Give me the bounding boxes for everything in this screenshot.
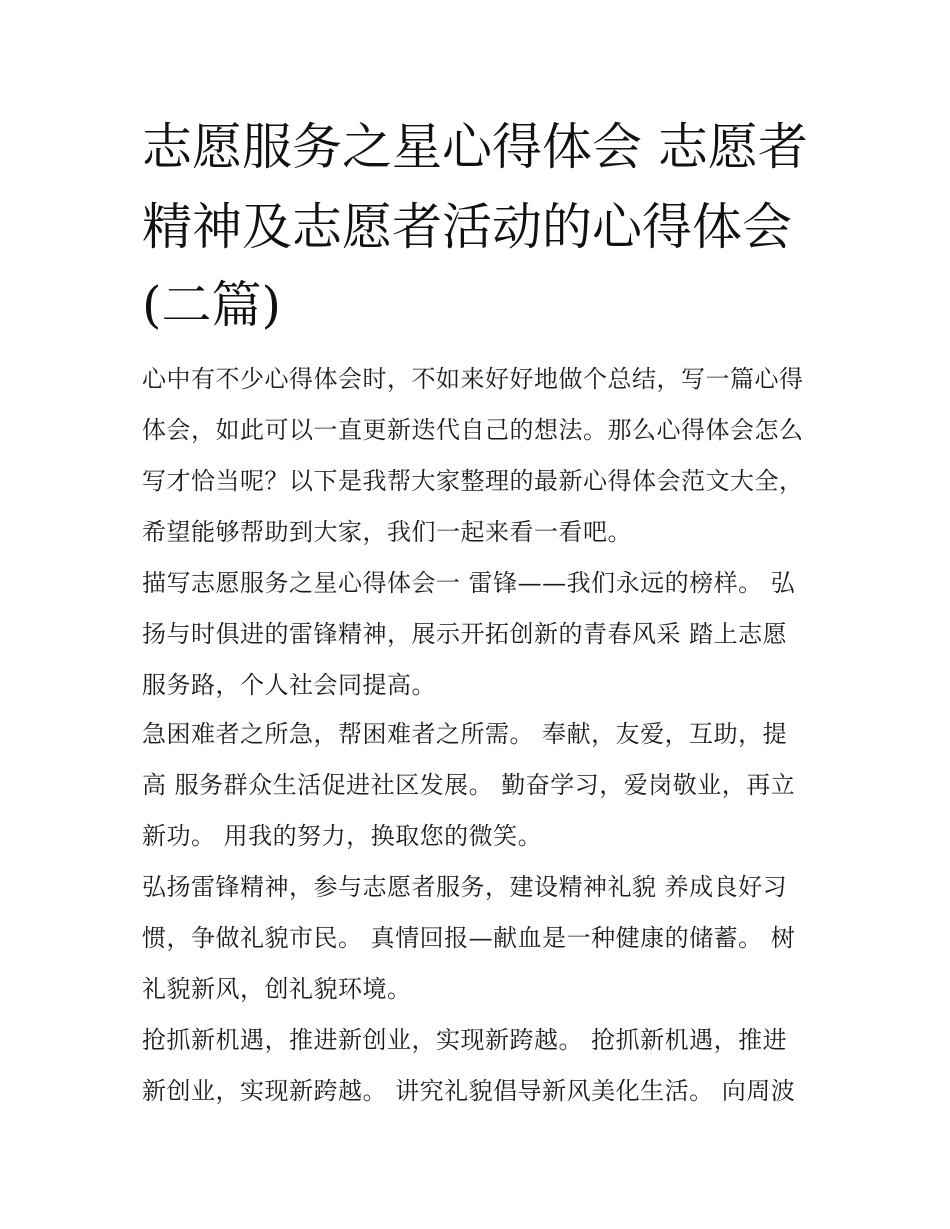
body-line-4: 希望能够帮助到大家，我们一起来看一看吧。 <box>142 518 632 546</box>
body-line-10: 新功。 用我的努力，换取您的微笑。 <box>142 822 543 850</box>
body-line-13: 礼貌新风，创礼貌环境。 <box>142 975 412 1003</box>
document-title-line-1: 志愿服务之星心得体会 志愿者 <box>142 118 808 176</box>
document-title-line-2: 精神及志愿者活动的心得体会 <box>142 198 792 256</box>
body-line-3: 写才恰当呢？以下是我帮大家整理的最新心得体会范文大全， <box>142 467 804 495</box>
body-line-2: 体会，如此可以一直更新迭代自己的想法。那么心得体会怎么 <box>142 416 804 444</box>
body-line-12: 惯，争做礼貌市民。 真情回报—献血是一种健康的储蓄。 树 <box>142 924 796 952</box>
document-title-line-3: (二篇) <box>142 276 282 334</box>
body-line-1: 心中有不少心得体会时，不如来好好地做个总结，写一篇心得 <box>142 365 804 393</box>
body-line-7: 服务路，个人社会同提高。 <box>142 671 436 699</box>
body-line-15: 新创业，实现新跨越。 讲究礼貌倡导新风美化生活。 向周波 <box>142 1077 796 1105</box>
body-line-11: 弘扬雷锋精神，参与志愿者服务，建设精神礼貌 养成良好习 <box>142 873 788 901</box>
body-line-5: 描写志愿服务之星心得体会一 雷锋——我们永远的榜样。 弘 <box>142 569 796 597</box>
body-line-14: 抢抓新机遇，推进新创业，实现新跨越。 抢抓新机遇，推进 <box>142 1026 788 1054</box>
body-line-6: 扬与时俱进的雷锋精神，展示开拓创新的青春风采 踏上志愿 <box>142 620 788 648</box>
body-line-9: 高 服务群众生活促进社区发展。 勤奋学习，爱岗敬业，再立 <box>142 771 796 799</box>
body-line-8: 急困难者之所急，帮困难者之所需。 奉献，友爱，互助，提 <box>142 720 788 748</box>
